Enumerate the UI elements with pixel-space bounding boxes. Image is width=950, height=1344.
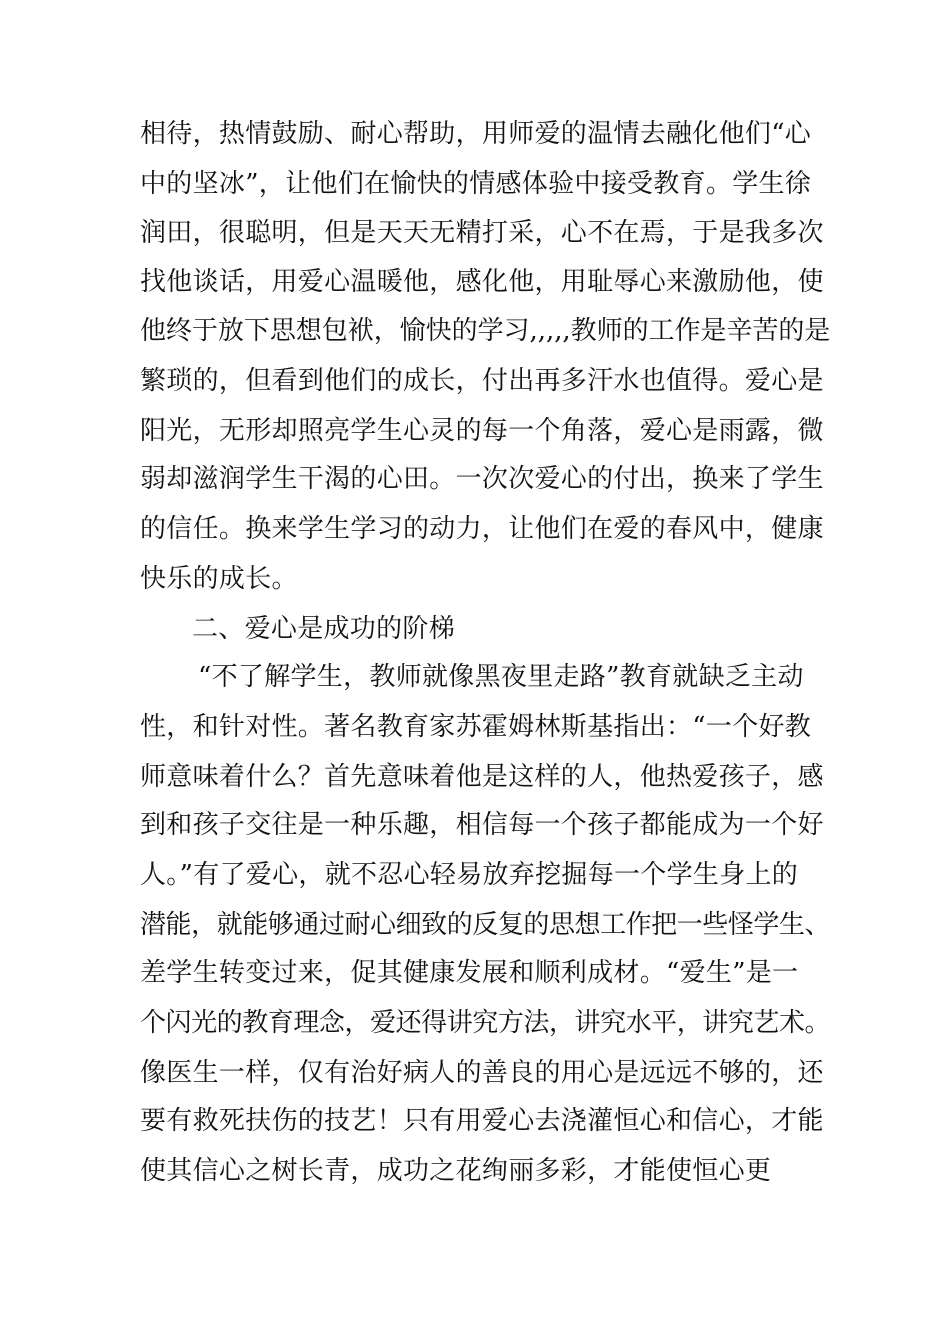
text-line: 润田，很聪明，但是天天无精打采，心不在焉，于是我多次 [140,218,824,248]
text-line: 使其信心之树长青，成功之花绚丽多彩，才能使恒心更 [140,1156,772,1186]
text-line: 像医生一样，仅有治好病人的善良的用心是远远不够的，还 [140,1058,824,1088]
text-line: 差学生转变过来，促其健康发展和顺利成材。“爱生”是一 [140,958,799,988]
text-line: 人。”有了爱心，就不忍心轻易放弃挖掘每一个学生身上的 [140,860,799,890]
section-heading: 二、爱心是成功的阶梯 [192,614,456,644]
text-line: 相待，热情鼓励、耐心帮助，用师爱的温情去融化他们“心 [140,119,812,149]
text-line: 师意味着什么？首先意味着他是这样的人，他热爱孩子，感 [140,762,824,792]
text-line: 弱却滋润学生干渴的心田。一次次爱心的付出，换来了学生 [140,464,824,494]
text-line: 繁琐的，但看到他们的成长，付出再多汗水也值得。爱心是 [140,366,824,396]
text-line: 找他谈话，用爱心温暖他，感化他，用耻辱心来激励他，使 [140,267,824,297]
text-line: 他终于放下思想包袱，愉快的学习,,,,,教师的工作是辛苦的是 [140,316,831,346]
text-line: 阳光，无形却照亮学生心灵的每一个角落，爱心是雨露，微 [140,416,824,446]
text-line: 到和孩子交往是一种乐趣，相信每一个孩子都能成为一个好 [140,810,824,840]
text-line: 个闪光的教育理念，爱还得讲究方法，讲究水平，讲究艺术。 [140,1008,831,1038]
text-line: 中的坚冰”，让他们在愉快的情感体验中接受教育。学生徐 [140,169,812,199]
text-line: 要有救死扶伤的技艺！只有用爱心去浇灌恒心和信心，才能 [140,1106,824,1136]
text-line: 快乐的成长。 [140,564,298,594]
text-line: 性，和针对性。著名教育家苏霍姆林斯基指出：“一个好教 [140,712,812,742]
text-line: 潜能，就能够通过耐心细致的反复的思想工作把一些怪学生、 [140,910,831,940]
text-line: “不了解学生，教师就像黑夜里走路”教育就缺乏主动 [198,662,804,692]
text-line: 的信任。换来学生学习的动力，让他们在爱的春风中，健康 [140,514,824,544]
